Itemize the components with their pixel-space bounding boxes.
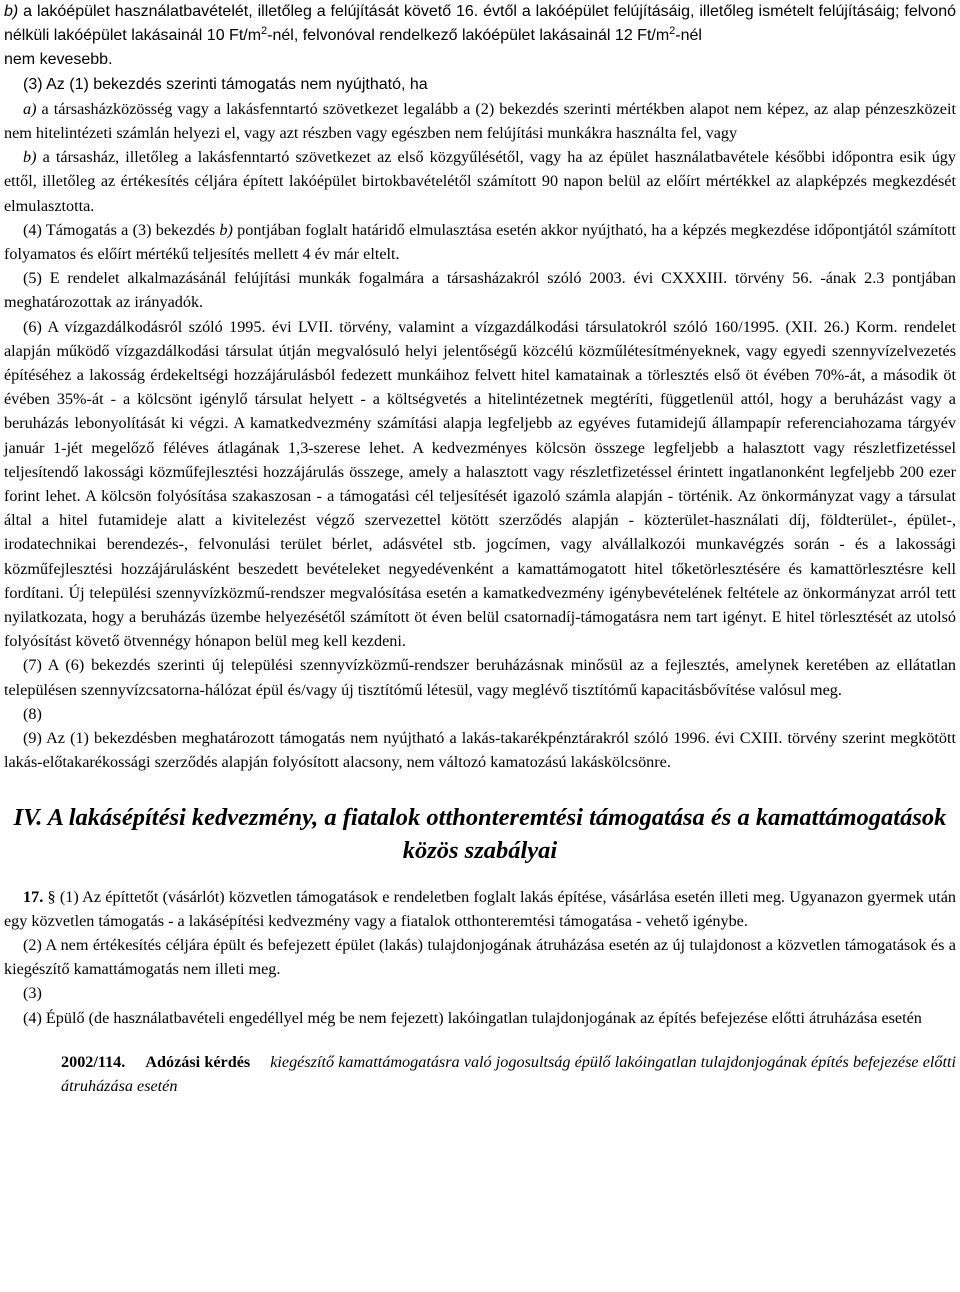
paragraph-text: -nél [675,27,702,45]
item-label: a) [23,99,37,118]
paragraph-text: pontjában foglalt határidő elmulasztása esetén akkor nyújtható, ha a képzés megkezdése időpontjától számított folyamatos és előírt mértékű teljesítés mellett 4 év már eltelt. [4,220,957,264]
footnote-label: Adózási kérdés [145,1052,251,1071]
paragraph-4 [4,218,956,266]
paragraph-5: (5) E rendelet alkalmazásánál felújítási munkák fogalmára a társasházakról szóló 2003. évi CXXXIII. törvény 56. -ának 2.3 pontjában meghatározottak az irányadók. [4,269,956,312]
paragraph-3-intro: (3) Az (1) bekezdés szerinti támogatás nem nyújtható, ha [23,75,428,93]
footnote-ref: 2002/114. [61,1052,126,1071]
section-17-paragraph-4: (4) Épülő (de használatbavételi engedéllyel még be nem fejezett) lakóingatlan tulajdonjogának az építés befejezése előtti átruházása esetén [23,1008,922,1027]
item-label: b) [219,220,233,239]
section-17-paragraph-2: (2) A nem értékesítés céljára épült és befejezett épület (lakás) tulajdonjogának átruházása esetén az új tulajdonost a közvetlen támogatások és a kiegészítő kamattámogatás nem illeti meg. [4,935,956,979]
paragraph-text: a lakóépület használatbavételét, illetőleg a felújítását követő 16. évtől a lakóépület felújításáig, illetőleg ismételt felújításáig; felvonó nélküli lakóépület lakásainál 10 Ft/m [4,3,956,45]
paragraph-6: (6) A vízgazdálkodásról szóló 1995. évi LVII. törvény, valamint a vízgazdálkodási társulatokról szóló 160/1995. (XII. 26.) Korm. rendelet alapján működő vízgazdálkodási társulat útján megvalósuló helyi jelentőségű közcélú közműlétesítményeknek, vagy egyedi szennyvízelvezetés építéséhez a lakosság érdekeltségi hozzájárulásból fedezett munkáihoz felvett hitel kamatainak a törlesztés első öt évében 70%-át, a második öt évében 35%-át - a kölcsönt igénylő társulat helyett - a költségvetés a hitelintézetnek megtéríti, függetlenül attól, hogy a beruházást vagy a beruházás lebonyolítását ki végzi. A kamatkedvezmény számítási alapja legfeljebb az egyéves futamidejű állampapír referenciahozama tárgyév január 1-jét megelőző féléves átlagának 1,3-szerese lehet. A kedvezményes kölcsön összege legfeljebb a halasztott vagy részletfizetéssel teljesítendő lakossági közműfejlesztési hozzájárulás összege, amely a halasztott vagy részletfizetéssel érintett ingatlanonként legfeljebb 200 ezer forint lehet. A kölcsön folyósítása szakaszosan - a támogatási cél teljesítését igazoló számla alapján - történik. Az önkormányzat vagy a társulat által a hitel futamideje alatt a kivitelezést végző szervezettel kötött szerződés alapján - közterület-használati díj, földterület-, épület-, irodatechnikai berendezés-, felvonulási terület bérlet, adásvétel stb. jogcímen, vagy alvállalkozói munkavégzés során - és a lakossági közműfejlesztési hozzájárulásként beszedett bevételeket negyedévenként a kamattámogatott hitel tőketörlesztésére és kamattörlesztésre kell fordítani. Új települési szennyvízközmű-rendszer megvalósítása esetén a kamatkedvezmény igénybevételének feltétele az önkormányzat arról tett nyilatkozata, hogy a beruházás üzembe helyezésétől számított öt éven belül csatornadíj-támogatásra nem tart igényt. E hitel törlesztését az utolsó folyósítást követő ötvennégy hónapon belül meg kell kezdeni. [4,317,956,651]
section-sign: § [43,887,56,906]
item-label: b) [23,148,37,167]
section-number: 17. [23,887,44,906]
chapter-heading: IV. A lakásépítési kedvezmény, a fiatalok otthonteremtési támogatása és a kamattámogatások közös szabályai [13,803,947,864]
paragraph-b-end: nem kevesebb. [4,51,113,69]
paragraph-b [4,0,956,48]
paragraph-9: (9) Az (1) bekezdésben meghatározott támogatás nem nyújtható a lakás-takarékpénztárakról szóló 1996. évi CXIII. törvény szerint megkötött lakás-előtakarékossági szerződés alapján folyósított alacsony, nem változó kamatozású lakáskölcsönre. [4,729,956,772]
document-page [4,0,956,1098]
item-label: b) [4,3,19,20]
paragraph-text: a társasház, illetőleg a lakásfenntartó szövetkezet az első közgyűlésétől, vagy ha az épület használatbavétele későbbi időpontra esik úgy ettől, illetőleg az értékesítés céljára épített lakóépület birtokbavételétől számított 90 napon belül az előírt mértékkel az alapképzés megkezdését elmulasztotta. [4,148,956,215]
footnote-text: kiegészítő kamattámogatásra való jogosultság épülő lakóingatlan tulajdonjogának építés befejezése előtti átruházása esetén [61,1052,956,1095]
footnote [61,1050,956,1098]
paragraph-3b [4,145,956,218]
paragraph-text: (4) Támogatás a (3) bekezdés [23,220,220,239]
superscript: 2 [669,25,676,38]
paragraph-text: a társasházközösség vagy a lakásfenntartó szövetkezet legalább a (2) bekezdés szerinti mértékben alapot nem képez, az alap pénzeszközeit nem hitelintézeti számlán helyezi el, vagy azt részben vagy egészben nem felújítási munkákra használta fel, vagy [4,99,956,143]
section-17-paragraph-3: (3) [23,984,42,1003]
section-17-paragraph-1 [4,885,956,933]
paragraph-8: (8) [23,704,42,723]
paragraph-text: (1) Az építtetőt (vásárlót) közvetlen támogatások e rendeletben foglalt lakás építése, vásárlása esetén illeti meg. Ugyanazon gyermek után egy közvetlen támogatás - a lakásépítési kedvezmény vagy a fiatalok otthonteremtési támogatása - vehető igénybe. [4,887,957,930]
paragraph-7: (7) A (6) bekezdés szerinti új települési szennyvízközmű-rendszer beruházásnak minősül az a fejlesztés, amelynek keretében az ellátatlan településen szennyvízcsatorna-hálózat épül és/vagy új tisztítómű létesül, vagy meglévő tisztítómű kapacitásbővítése valósul meg. [4,656,956,699]
superscript: 2 [261,25,268,38]
paragraph-text: -nél, felvonóval rendelkező lakóépület lakásainál 12 Ft/m [267,27,670,45]
paragraph-3a [4,97,956,145]
